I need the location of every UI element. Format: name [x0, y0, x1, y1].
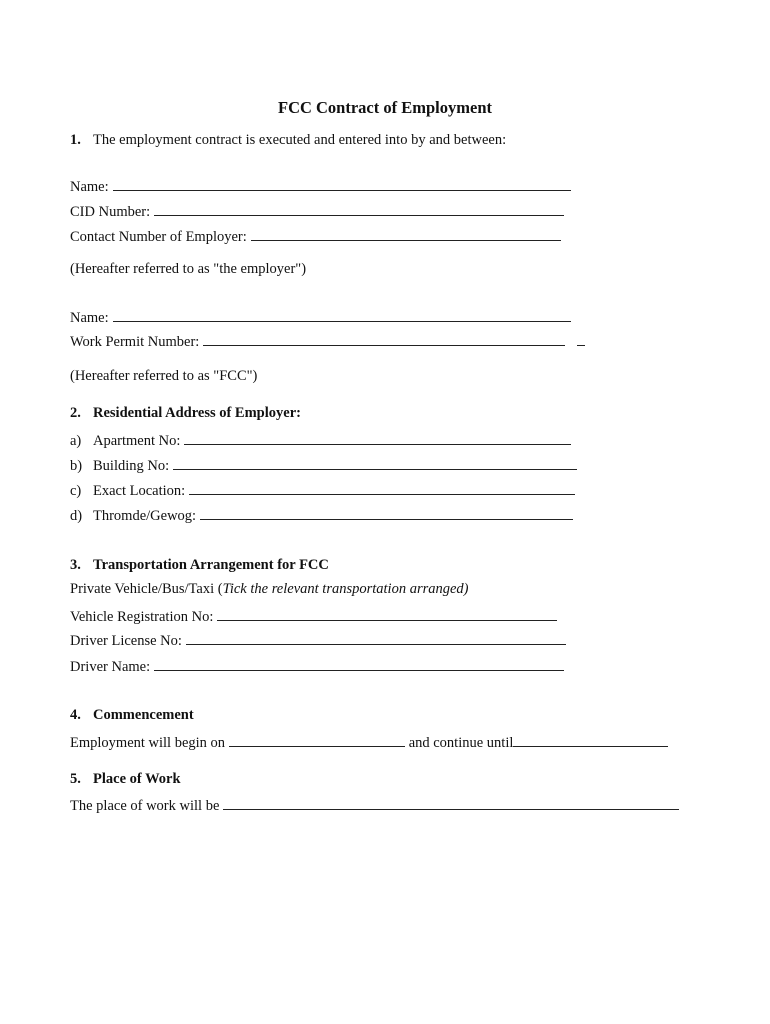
item-letter: b): [70, 458, 83, 474]
section-1-intro: [70, 131, 506, 149]
fcc-name-field[interactable]: [113, 307, 571, 322]
begin-text: Employment will begin on: [70, 735, 226, 751]
place-of-work-row: [70, 795, 679, 815]
field-label: Exact Location:: [93, 483, 186, 499]
vehicle-registration-field[interactable]: [217, 606, 557, 621]
employer-contact-field[interactable]: [251, 226, 561, 241]
vehicle-registration-row: [70, 606, 557, 626]
field-label: Driver Name:: [70, 659, 151, 675]
place-of-work-field[interactable]: [223, 795, 679, 810]
work-permit-field[interactable]: [203, 331, 565, 346]
end-date-field[interactable]: [513, 732, 668, 747]
field-label: Thromde/Gewog:: [93, 508, 197, 524]
section-4-heading: [70, 706, 194, 724]
employer-contact-row: [70, 226, 561, 246]
section-2-heading: [70, 404, 301, 422]
options-text: Private Vehicle/Bus/Taxi (: [70, 581, 223, 597]
intro-text: The employment contract is executed and entered into by and between:: [93, 132, 507, 148]
until-text: and continue until: [408, 735, 514, 751]
apartment-field[interactable]: [184, 430, 571, 445]
thromde-row: [70, 505, 573, 525]
field-label: Vehicle Registration No:: [70, 609, 214, 625]
field-label: Name:: [70, 179, 109, 195]
building-field[interactable]: [173, 455, 577, 470]
exact-location-row: [70, 480, 575, 500]
cid-number-row: [70, 201, 564, 221]
section-heading: Commencement: [93, 707, 194, 723]
place-text: The place of work will be: [70, 798, 220, 814]
document-title: FCC Contract of Employment: [277, 98, 492, 117]
cid-number-field[interactable]: [154, 201, 564, 216]
thromde-field[interactable]: [200, 505, 573, 520]
field-label: Apartment No:: [93, 433, 181, 449]
section-number: 5.: [70, 771, 81, 787]
start-date-field[interactable]: [229, 732, 405, 747]
field-label: Contact Number of Employer:: [70, 229, 247, 245]
work-permit-row: [70, 331, 585, 351]
field-label: Name:: [70, 310, 109, 326]
field-label: Work Permit Number:: [70, 334, 200, 350]
item-letter: c): [70, 483, 82, 499]
options-note: Tick the relevant transportation arranged): [222, 581, 469, 597]
transport-options: [70, 580, 469, 598]
trailing-mark: [577, 331, 585, 346]
item-letter: a): [70, 433, 82, 449]
section-heading: Place of Work: [93, 771, 181, 787]
exact-location-field[interactable]: [189, 480, 575, 495]
section-5-heading: [70, 770, 181, 788]
employer-name-row: [70, 176, 571, 196]
section-number: 3.: [70, 557, 81, 573]
section-heading: Transportation Arrangement for FCC: [93, 557, 329, 573]
driver-license-row: [70, 630, 566, 650]
employer-name-field[interactable]: [113, 176, 571, 191]
section-number: 1.: [70, 132, 81, 148]
field-label: Building No:: [93, 458, 170, 474]
employer-reference: (Hereafter referred to as "the employer"): [70, 261, 307, 277]
driver-name-row: [70, 656, 564, 676]
section-number: 2.: [70, 405, 81, 421]
field-label: Driver License No:: [70, 633, 182, 649]
driver-name-field[interactable]: [154, 656, 564, 671]
commencement-row: [70, 732, 668, 752]
driver-license-field[interactable]: [186, 630, 566, 645]
item-letter: d): [70, 508, 83, 524]
section-heading: Residential Address of Employer:: [93, 405, 301, 421]
fcc-reference: (Hereafter referred to as "FCC"): [70, 368, 258, 384]
building-row: [70, 455, 577, 475]
section-3-heading: [70, 556, 329, 574]
field-label: CID Number:: [70, 204, 151, 220]
section-number: 4.: [70, 707, 81, 723]
apartment-row: [70, 430, 571, 450]
fcc-name-row: [70, 307, 571, 327]
